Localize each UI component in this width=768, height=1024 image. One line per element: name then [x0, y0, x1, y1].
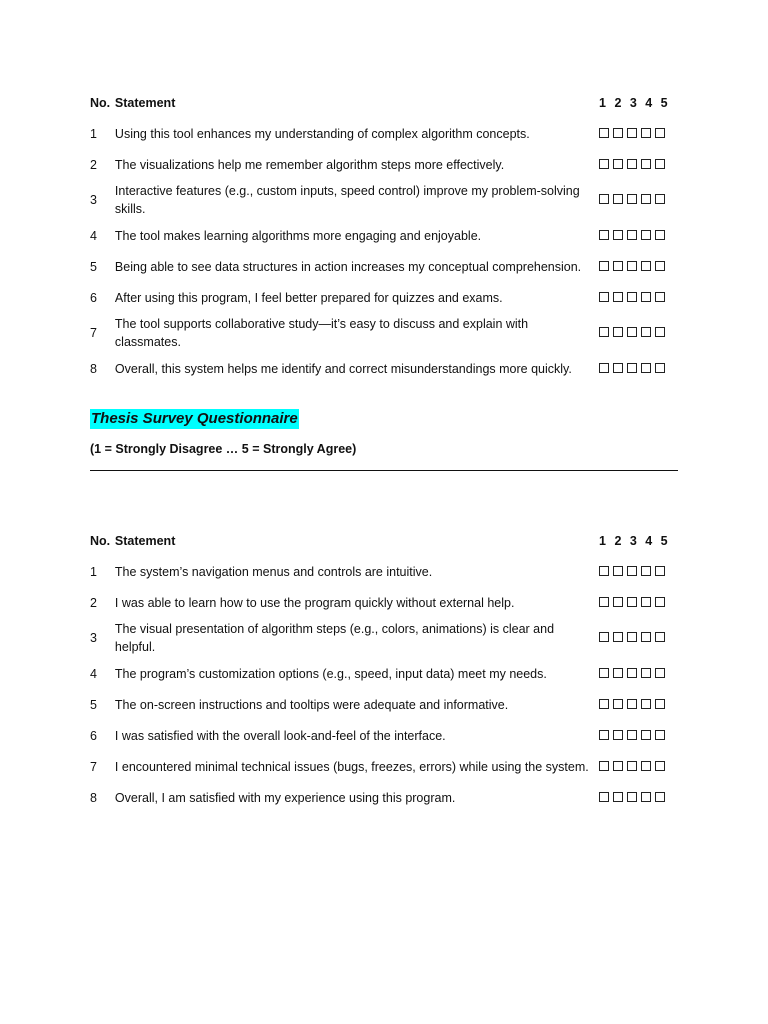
- row-number: 6: [90, 290, 97, 305]
- scale-label-1: 1: [599, 533, 606, 548]
- rating-checkbox-2[interactable]: [613, 261, 623, 271]
- scale-label-2: 2: [614, 95, 622, 110]
- rating-checkbox-1[interactable]: [599, 230, 609, 240]
- statement-text: Being able to see data structures in action increases my conceptual comprehension.: [114, 259, 582, 274]
- rating-checkbox-2[interactable]: [613, 128, 623, 138]
- rating-checkbox-1[interactable]: [599, 327, 609, 337]
- rating-checkbox-4[interactable]: [641, 597, 651, 607]
- rating-checkbox-2[interactable]: [613, 230, 623, 240]
- header-scale: [599, 525, 680, 556]
- rating-checkbox-5[interactable]: [655, 761, 665, 771]
- rating-checkbox-group: [599, 159, 665, 169]
- rating-checkbox-group: [599, 128, 665, 138]
- row-number: 5: [90, 697, 97, 712]
- statement-text: After using this program, I feel better prepared for quizzes and exams.: [114, 290, 503, 305]
- rating-checkbox-1[interactable]: [599, 363, 609, 373]
- rating-checkbox-group: [599, 230, 665, 240]
- rating-checkbox-2[interactable]: [613, 194, 623, 204]
- rating-options: [599, 658, 680, 689]
- statement-text: The tool makes learning algorithms more engaging and enjoyable.: [114, 228, 482, 243]
- rating-checkbox-4[interactable]: [641, 292, 651, 302]
- rating-options: [599, 751, 680, 782]
- scale-label-5: 5: [660, 533, 668, 548]
- row-number: 3: [90, 193, 97, 207]
- rating-checkbox-group: [599, 327, 665, 337]
- header-scale: [599, 87, 680, 118]
- rating-checkbox-1[interactable]: [599, 261, 609, 271]
- rating-checkbox-group: [599, 363, 665, 373]
- rating-checkbox-4[interactable]: [641, 632, 651, 642]
- statement-text: The visualizations help me remember algorithm steps more effectively.: [114, 157, 505, 172]
- header-statement: Statement: [114, 533, 176, 548]
- rating-checkbox-4[interactable]: [641, 761, 651, 771]
- rating-checkbox-5[interactable]: [655, 327, 665, 337]
- table-header-row: [90, 525, 680, 556]
- table-row: [90, 353, 680, 384]
- rating-checkbox-group: [599, 730, 665, 740]
- rating-checkbox-1[interactable]: [599, 566, 609, 576]
- rating-checkbox-group: [599, 632, 665, 642]
- rating-checkbox-4[interactable]: [641, 327, 651, 337]
- section-divider: [90, 470, 678, 471]
- rating-checkbox-5[interactable]: [655, 128, 665, 138]
- statement-text: The tool supports collaborative study—it’s easy to discuss and explain with classmates.: [114, 317, 529, 349]
- rating-checkbox-5[interactable]: [655, 699, 665, 709]
- rating-checkbox-5[interactable]: [655, 632, 665, 642]
- rating-checkbox-2[interactable]: [613, 566, 623, 576]
- scale-legend: (1 = Strongly Disagree … 5 = Strongly Agree): [90, 442, 357, 456]
- rating-checkbox-3[interactable]: [627, 668, 637, 678]
- rating-checkbox-4[interactable]: [641, 230, 651, 240]
- rating-checkbox-4[interactable]: [641, 792, 651, 802]
- scale-label-3: 3: [629, 533, 637, 548]
- table-row: [90, 118, 680, 149]
- rating-checkbox-4[interactable]: [641, 730, 651, 740]
- rating-options: [599, 251, 680, 282]
- rating-checkbox-group: [599, 566, 665, 576]
- rating-checkbox-4[interactable]: [641, 194, 651, 204]
- row-number: 1: [90, 126, 97, 141]
- rating-checkbox-3[interactable]: [627, 699, 637, 709]
- rating-options: [599, 313, 680, 353]
- table-row: [90, 618, 680, 658]
- scale-label-2: 2: [614, 533, 622, 548]
- statement-text: Overall, I am satisfied with my experience using this program.: [114, 790, 456, 805]
- rating-options: [599, 149, 680, 180]
- rating-checkbox-3[interactable]: [627, 792, 637, 802]
- rating-checkbox-1[interactable]: [599, 292, 609, 302]
- rating-checkbox-3[interactable]: [627, 761, 637, 771]
- row-number: 2: [90, 157, 97, 172]
- table-row: [90, 587, 680, 618]
- statement-text: Interactive features (e.g., custom inputs, speed control) improve my problem-solving skills.: [114, 184, 580, 216]
- rating-checkbox-1[interactable]: [599, 761, 609, 771]
- rating-options: [599, 220, 680, 251]
- table-row: [90, 556, 680, 587]
- table-row: [90, 689, 680, 720]
- rating-checkbox-2[interactable]: [613, 730, 623, 740]
- rating-checkbox-3[interactable]: [627, 597, 637, 607]
- table-row: [90, 782, 680, 813]
- rating-checkbox-3[interactable]: [627, 327, 637, 337]
- rating-checkbox-5[interactable]: [655, 792, 665, 802]
- scale-label-3: 3: [629, 95, 637, 110]
- row-number: 5: [90, 259, 97, 274]
- rating-checkbox-2[interactable]: [613, 699, 623, 709]
- rating-checkbox-5[interactable]: [655, 230, 665, 240]
- rating-options: [599, 689, 680, 720]
- rating-checkbox-5[interactable]: [655, 292, 665, 302]
- rating-checkbox-2[interactable]: [613, 159, 623, 169]
- statement-text: Overall, this system helps me identify and correct misunderstandings more quickly.: [114, 361, 572, 376]
- rating-checkbox-group: [599, 292, 665, 302]
- rating-options: [599, 353, 680, 384]
- rating-checkbox-4[interactable]: [641, 261, 651, 271]
- rating-checkbox-2[interactable]: [613, 632, 623, 642]
- scale-label-4: 4: [645, 533, 653, 548]
- rating-checkbox-group: [599, 597, 665, 607]
- statement-text: The visual presentation of algorithm steps (e.g., colors, animations) is clear and helpful.: [114, 622, 555, 654]
- rating-options: [599, 282, 680, 313]
- statement-text: I was satisfied with the overall look-and-feel of the interface.: [114, 728, 446, 743]
- statement-text: I was able to learn how to use the program quickly without external help.: [114, 595, 515, 610]
- rating-checkbox-1[interactable]: [599, 597, 609, 607]
- table-row: [90, 282, 680, 313]
- rating-options: [599, 180, 680, 220]
- rating-checkbox-3[interactable]: [627, 159, 637, 169]
- header-no: No.: [90, 533, 111, 548]
- rating-checkbox-1[interactable]: [599, 699, 609, 709]
- rating-checkbox-group: [599, 792, 665, 802]
- scale-label-1: 1: [599, 95, 606, 110]
- statement-text: The program’s customization options (e.g., speed, input data) meet my needs.: [114, 666, 547, 681]
- row-number: 1: [90, 564, 97, 579]
- table-row: [90, 313, 680, 353]
- rating-checkbox-2[interactable]: [613, 668, 623, 678]
- rating-checkbox-4[interactable]: [641, 363, 651, 373]
- row-number: 8: [90, 361, 97, 376]
- header-statement: Statement: [114, 95, 176, 110]
- rating-checkbox-2[interactable]: [613, 363, 623, 373]
- rating-checkbox-1[interactable]: [599, 194, 609, 204]
- row-number: 3: [90, 631, 97, 645]
- row-number: 7: [90, 326, 97, 340]
- rating-options: [599, 720, 680, 751]
- rating-checkbox-3[interactable]: [627, 261, 637, 271]
- rating-checkbox-2[interactable]: [613, 761, 623, 771]
- rating-checkbox-3[interactable]: [627, 128, 637, 138]
- rating-checkbox-4[interactable]: [641, 668, 651, 678]
- table-row: [90, 751, 680, 782]
- rating-checkbox-5[interactable]: [655, 597, 665, 607]
- rating-options: [599, 782, 680, 813]
- scale-label-5: 5: [660, 95, 668, 110]
- rating-checkbox-5[interactable]: [655, 261, 665, 271]
- rating-checkbox-2[interactable]: [613, 792, 623, 802]
- rating-checkbox-5[interactable]: [655, 566, 665, 576]
- rating-checkbox-5[interactable]: [655, 668, 665, 678]
- row-number: 6: [90, 728, 97, 743]
- rating-checkbox-1[interactable]: [599, 632, 609, 642]
- row-number: 4: [90, 666, 97, 681]
- rating-checkbox-4[interactable]: [641, 159, 651, 169]
- statement-text: I encountered minimal technical issues (bugs, freezes, errors) while using the system.: [114, 759, 589, 774]
- rating-checkbox-2[interactable]: [613, 597, 623, 607]
- row-number: 2: [90, 595, 97, 610]
- table-row: [90, 220, 680, 251]
- rating-checkbox-2[interactable]: [613, 327, 623, 337]
- rating-checkbox-4[interactable]: [641, 699, 651, 709]
- table-row: [90, 180, 680, 220]
- rating-checkbox-5[interactable]: [655, 159, 665, 169]
- rating-checkbox-1[interactable]: [599, 668, 609, 678]
- rating-checkbox-1[interactable]: [599, 159, 609, 169]
- header-no: No.: [90, 95, 111, 110]
- table-header-row: [90, 87, 680, 118]
- rating-checkbox-3[interactable]: [627, 194, 637, 204]
- row-number: 4: [90, 228, 97, 243]
- rating-checkbox-1[interactable]: [599, 792, 609, 802]
- rating-options: [599, 556, 680, 587]
- rating-checkbox-group: [599, 261, 665, 271]
- rating-checkbox-5[interactable]: [655, 363, 665, 373]
- rating-options: [599, 587, 680, 618]
- rating-checkbox-3[interactable]: [627, 292, 637, 302]
- rating-checkbox-5[interactable]: [655, 194, 665, 204]
- rating-checkbox-4[interactable]: [641, 566, 651, 576]
- statement-text: The system’s navigation menus and controls are intuitive.: [114, 564, 433, 579]
- table-row: [90, 720, 680, 751]
- rating-checkbox-3[interactable]: [627, 363, 637, 373]
- table-row: [90, 658, 680, 689]
- rating-checkbox-4[interactable]: [641, 128, 651, 138]
- statement-text: The on-screen instructions and tooltips were adequate and informative.: [114, 697, 509, 712]
- rating-checkbox-5[interactable]: [655, 730, 665, 740]
- rating-checkbox-group: [599, 699, 665, 709]
- rating-checkbox-3[interactable]: [627, 632, 637, 642]
- rating-options: [599, 618, 680, 658]
- table-row: [90, 149, 680, 180]
- rating-checkbox-2[interactable]: [613, 292, 623, 302]
- rating-checkbox-group: [599, 194, 665, 204]
- rating-checkbox-group: [599, 761, 665, 771]
- statement-text: Using this tool enhances my understanding of complex algorithm concepts.: [114, 126, 530, 141]
- rating-options: [599, 118, 680, 149]
- scale-label-4: 4: [645, 95, 653, 110]
- rating-checkbox-3[interactable]: [627, 566, 637, 576]
- rating-checkbox-group: [599, 668, 665, 678]
- table-row: [90, 251, 680, 282]
- rating-checkbox-1[interactable]: [599, 128, 609, 138]
- rating-checkbox-3[interactable]: [627, 230, 637, 240]
- rating-checkbox-3[interactable]: [627, 730, 637, 740]
- survey-title: Thesis Survey Questionnaire: [91, 410, 298, 427]
- rating-checkbox-1[interactable]: [599, 730, 609, 740]
- row-number: 7: [90, 759, 97, 774]
- row-number: 8: [90, 790, 97, 805]
- survey-table-learning: [90, 87, 680, 384]
- survey-table-usability: [90, 525, 680, 813]
